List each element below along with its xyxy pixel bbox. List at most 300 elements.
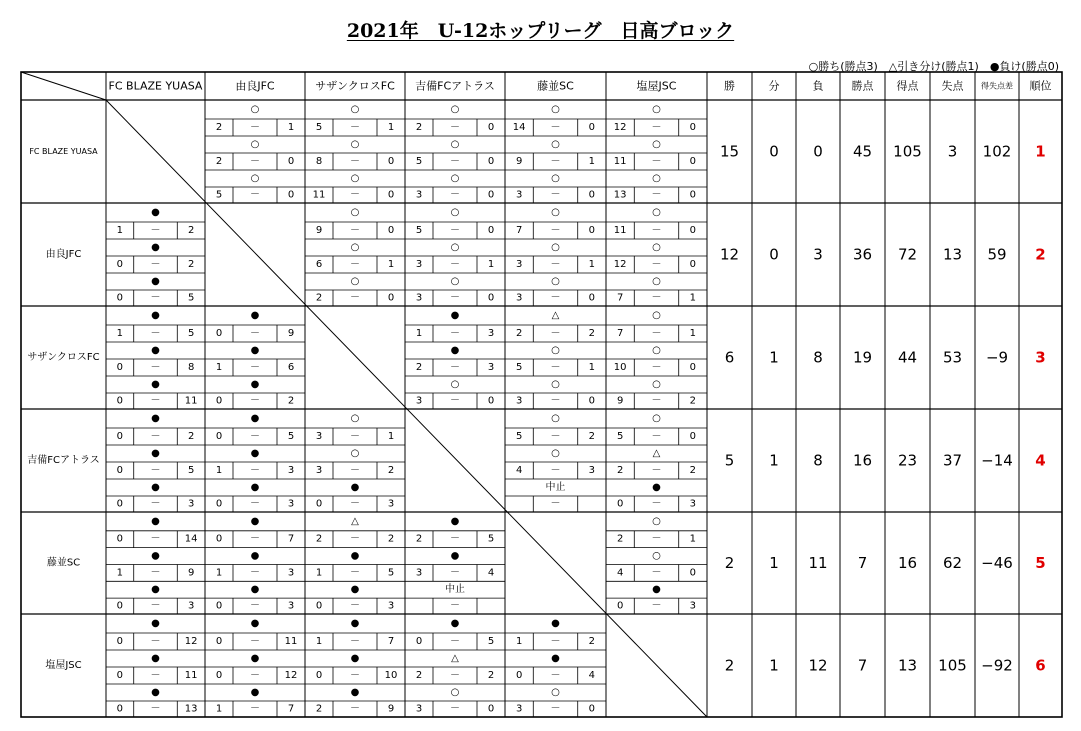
win-mark: ○ — [551, 413, 560, 424]
rank-value: 3 — [1035, 348, 1046, 367]
score-for: 1 — [116, 225, 124, 236]
stat-value: 62 — [942, 554, 963, 572]
col-header-stat: 得点 — [896, 79, 919, 93]
score-against: 7 — [287, 703, 295, 715]
score-for: 2 — [315, 703, 323, 715]
score-against: 2 — [287, 395, 295, 407]
score-dash: － — [550, 156, 561, 167]
score-dash: － — [550, 703, 561, 715]
stat-value: 16 — [897, 554, 918, 572]
score-for: 3 — [515, 189, 523, 201]
win-mark: ○ — [551, 379, 560, 390]
loss-mark: ● — [151, 242, 160, 253]
score-against: 3 — [287, 465, 295, 476]
stat-value: −9 — [985, 348, 1009, 367]
score-dash: － — [350, 465, 360, 476]
rank-value: 2 — [1035, 245, 1046, 264]
score-for: 1 — [315, 636, 323, 647]
score-for: 7 — [515, 225, 523, 236]
score-for: 2 — [415, 122, 423, 133]
loss-mark: ● — [652, 584, 661, 596]
win-mark: ○ — [551, 139, 560, 150]
loss-mark: ● — [250, 310, 260, 321]
score-dash: － — [450, 362, 460, 373]
score-for: 3 — [415, 567, 423, 579]
win-mark: ○ — [450, 104, 460, 115]
score-for: 0 — [215, 498, 223, 510]
score-for: 0 — [116, 703, 124, 715]
score-for: 0 — [315, 670, 323, 681]
score-against: 1 — [387, 122, 395, 133]
score-for: 0 — [116, 259, 124, 270]
score-against: 7 — [287, 533, 295, 545]
score-for: 14 — [512, 122, 526, 133]
stat-value: 1 — [769, 554, 779, 572]
win-mark: ○ — [250, 173, 260, 184]
score-dash: － — [651, 465, 662, 476]
score-against: 1 — [487, 259, 495, 270]
loss-mark: ● — [350, 482, 360, 493]
win-mark: ○ — [450, 173, 460, 184]
score-against: 0 — [487, 703, 495, 715]
col-header-team: サザンクロスFC — [315, 79, 395, 93]
score-for: 11 — [613, 225, 627, 236]
score-against: 5 — [187, 465, 195, 476]
score-for: 5 — [215, 189, 223, 201]
score-against: 6 — [287, 362, 295, 373]
score-dash: － — [550, 259, 561, 270]
col-header-team: 藤並SC — [537, 79, 574, 93]
row-header-team: 吉備FCアトラス — [27, 455, 100, 466]
score-dash: － — [651, 225, 662, 236]
score-for: 1 — [215, 703, 223, 715]
score-against: 0 — [689, 189, 697, 201]
stat-value: −14 — [981, 451, 1013, 470]
loss-mark: ● — [151, 515, 160, 527]
score-dash: － — [350, 156, 360, 167]
score-against: 3 — [487, 328, 495, 339]
score-dash: － — [250, 362, 260, 373]
score-against: 2 — [487, 670, 495, 681]
score-against: 1 — [387, 431, 395, 442]
score-dash: － — [651, 259, 662, 270]
score-dash: － — [250, 703, 260, 715]
loss-mark: ● — [250, 482, 260, 493]
win-mark: ○ — [652, 345, 661, 356]
score-against: 2 — [689, 395, 697, 407]
loss-mark: ● — [151, 310, 160, 321]
stat-value: 8 — [813, 348, 823, 367]
col-header-stat: 得失点差 — [981, 81, 1013, 91]
score-dash: － — [651, 567, 662, 579]
loss-mark: ● — [151, 584, 160, 596]
score-against: 1 — [588, 259, 596, 270]
col-header-team: 吉備FCアトラス — [415, 79, 495, 93]
win-mark: ○ — [551, 242, 560, 253]
score-for: 3 — [515, 703, 523, 715]
score-for: 2 — [315, 292, 323, 304]
score-for: 12 — [613, 259, 627, 270]
score-against: 2 — [588, 636, 596, 647]
stat-value: 3 — [947, 142, 958, 161]
score-dash: － — [450, 156, 460, 167]
score-against: 0 — [387, 156, 395, 167]
score-dash: － — [350, 703, 360, 715]
row-header-team: 藤並SC — [46, 557, 81, 569]
score-dash: － — [550, 292, 561, 304]
score-for: 0 — [215, 670, 223, 681]
score-for: 2 — [415, 362, 423, 373]
row-header-team: 塩屋JSC — [45, 660, 82, 671]
score-dash: － — [651, 292, 662, 304]
loss-mark: ● — [250, 345, 260, 356]
win-mark: ○ — [450, 687, 460, 698]
loss-mark: ● — [350, 550, 360, 562]
score-for: 0 — [315, 498, 323, 510]
stat-value: 72 — [897, 245, 918, 264]
score-against: 1 — [689, 328, 697, 339]
loss-mark: ● — [250, 618, 260, 629]
score-for: 3 — [315, 431, 323, 442]
win-mark: ○ — [652, 139, 661, 150]
score-for: 0 — [616, 498, 624, 510]
score-for: 5 — [515, 362, 523, 373]
stat-value: 12 — [808, 656, 828, 675]
draw-mark: △ — [451, 653, 459, 664]
score-dash: － — [250, 156, 260, 167]
score-dash: － — [651, 431, 662, 442]
col-header-stat: 負 — [812, 79, 824, 93]
loss-mark: ● — [151, 618, 160, 629]
score-dash: － — [350, 122, 360, 133]
score-against: 14 — [184, 533, 198, 545]
win-mark: ○ — [350, 448, 360, 459]
score-against: 2 — [387, 465, 395, 476]
score-for: 0 — [415, 636, 423, 647]
score-against: 11 — [184, 670, 198, 681]
loss-mark: ● — [350, 687, 360, 698]
score-dash: － — [250, 533, 260, 545]
stat-value: 19 — [852, 348, 873, 367]
win-mark: ○ — [450, 207, 460, 218]
score-for: 12 — [613, 122, 627, 133]
win-mark: ○ — [551, 345, 560, 356]
score-against: 0 — [487, 292, 495, 304]
score-for: 3 — [515, 395, 523, 407]
score-dash: － — [550, 362, 561, 373]
stat-value: 53 — [942, 348, 963, 367]
score-for: 0 — [116, 362, 124, 373]
rank-value: 6 — [1035, 656, 1046, 675]
win-mark: ○ — [652, 413, 661, 424]
rank-value: 1 — [1035, 142, 1046, 161]
score-for: 0 — [116, 498, 124, 510]
page-title: 2021年 U-12ホップリーグ 日高ブロック — [346, 20, 735, 42]
score-against: 3 — [187, 498, 195, 510]
score-dash: － — [450, 328, 460, 339]
score-dash: － — [651, 395, 662, 407]
score-for: 0 — [215, 328, 223, 339]
cancelled-label: 中止 — [545, 482, 566, 493]
score-dash: － — [450, 225, 460, 236]
score-for: 5 — [315, 122, 323, 133]
score-dash: － — [150, 465, 161, 476]
score-against: 3 — [689, 498, 697, 510]
win-mark: ○ — [350, 242, 360, 253]
score-for: 3 — [415, 703, 423, 715]
score-against: 5 — [487, 533, 495, 545]
score-dash: － — [250, 636, 260, 647]
loss-mark: ● — [450, 515, 460, 527]
stat-value: −46 — [981, 554, 1013, 572]
win-mark: ○ — [350, 207, 360, 218]
score-against: 1 — [287, 122, 295, 133]
score-dash: － — [350, 292, 360, 304]
score-dash: － — [150, 259, 161, 270]
score-dash: － — [150, 292, 161, 304]
score-for: 3 — [415, 292, 423, 304]
score-dash: － — [651, 328, 662, 339]
score-against: 5 — [387, 567, 395, 579]
score-dash: － — [550, 122, 561, 133]
score-for: 11 — [613, 156, 627, 167]
win-mark: ○ — [551, 448, 560, 459]
score-for: 0 — [215, 395, 223, 407]
score-against: 2 — [187, 259, 195, 270]
score-dash: － — [550, 670, 561, 681]
score-dash: － — [350, 225, 360, 236]
score-dash: － — [350, 189, 360, 201]
stat-value: 0 — [769, 245, 779, 264]
score-dash: － — [250, 395, 260, 407]
score-dash: － — [450, 259, 460, 270]
win-mark: ○ — [450, 379, 460, 390]
stat-value: 1 — [769, 656, 779, 675]
stat-value: 1 — [769, 348, 779, 367]
score-dash: － — [651, 362, 662, 373]
score-against: 3 — [287, 600, 295, 612]
score-for: 0 — [116, 636, 124, 647]
col-header-stat: 勝点 — [851, 79, 874, 93]
loss-mark: ● — [551, 653, 560, 664]
score-against: 9 — [387, 703, 395, 715]
stat-value: −92 — [981, 656, 1013, 675]
score-for: 1 — [315, 567, 323, 579]
loss-mark: ● — [151, 687, 160, 698]
score-dash: － — [550, 328, 561, 339]
loss-mark: ● — [551, 618, 560, 629]
score-against: 2 — [187, 431, 195, 442]
win-mark: ○ — [652, 276, 661, 287]
score-against: 0 — [588, 395, 596, 407]
score-dash: － — [250, 465, 260, 476]
score-dash: － — [250, 431, 260, 442]
score-dash: － — [350, 670, 360, 681]
draw-mark: △ — [652, 448, 661, 459]
score-for: 1 — [116, 328, 124, 339]
col-header-team: 由良JFC — [235, 79, 275, 93]
score-against: 0 — [487, 225, 495, 236]
loss-mark: ● — [450, 618, 460, 629]
score-against: 5 — [487, 636, 495, 647]
score-against: 3 — [588, 465, 596, 476]
loss-mark: ● — [151, 653, 160, 664]
score-against: 2 — [689, 465, 697, 476]
score-against: 5 — [187, 328, 195, 339]
score-against: 11 — [184, 395, 198, 407]
score-against: 9 — [287, 328, 295, 339]
score-dash: － — [150, 636, 161, 647]
score-against: 1 — [387, 259, 395, 270]
score-for: 13 — [613, 189, 627, 201]
loss-mark: ● — [450, 550, 460, 562]
win-mark: ○ — [350, 173, 360, 184]
score-dash: － — [651, 156, 662, 167]
legend: ○勝ち(勝点3) △引き分け(勝点1) ●負け(勝点0) — [808, 60, 1059, 73]
score-for: 0 — [616, 600, 624, 612]
score-against: 8 — [187, 362, 195, 373]
score-against: 1 — [588, 362, 596, 373]
score-dash: － — [350, 567, 360, 579]
cancelled-label: 中止 — [445, 584, 465, 596]
score-for: 9 — [515, 156, 523, 167]
score-dash: － — [550, 431, 561, 442]
score-for: 2 — [415, 533, 423, 545]
score-for: 5 — [415, 225, 423, 236]
col-header-team: 塩屋JSC — [636, 79, 677, 93]
score-against: 3 — [689, 600, 697, 612]
score-for: 1 — [415, 328, 423, 339]
stat-value: 36 — [852, 245, 873, 264]
score-for: 0 — [116, 292, 124, 304]
score-for: 5 — [515, 431, 523, 442]
win-mark: ○ — [450, 276, 460, 287]
score-against: 0 — [387, 189, 395, 201]
score-dash: － — [450, 703, 460, 715]
score-for: 0 — [116, 600, 124, 612]
score-against: 0 — [588, 122, 596, 133]
score-against: 3 — [487, 362, 495, 373]
score-for: 0 — [116, 395, 124, 407]
score-against: 4 — [588, 670, 596, 681]
score-against: 3 — [287, 498, 295, 510]
loss-mark: ● — [151, 482, 160, 493]
stat-value: 15 — [719, 142, 740, 161]
score-against: 0 — [689, 259, 697, 270]
score-against: 9 — [187, 567, 195, 579]
stat-value: 8 — [813, 451, 823, 470]
score-against: 2 — [187, 225, 195, 236]
stat-value: 2 — [724, 656, 735, 675]
score-dash: － — [550, 189, 561, 201]
loss-mark: ● — [450, 345, 460, 356]
loss-mark: ● — [151, 550, 160, 562]
score-for: 0 — [116, 431, 124, 442]
score-for: 0 — [116, 465, 124, 476]
score-against: 0 — [287, 156, 295, 167]
score-dash: － — [550, 465, 561, 476]
score-dash: － — [651, 600, 662, 612]
stat-value: 59 — [987, 245, 1007, 264]
score-against: 3 — [287, 567, 295, 579]
score-dash: － — [150, 362, 161, 373]
loss-mark: ● — [250, 550, 260, 562]
stat-value: 6 — [724, 348, 735, 367]
score-for: 1 — [215, 465, 223, 476]
score-against: 0 — [689, 431, 697, 442]
score-dash: － — [450, 600, 460, 612]
loss-mark: ● — [250, 687, 260, 698]
score-dash: － — [651, 189, 662, 201]
score-dash: － — [250, 189, 260, 201]
score-for: 0 — [215, 636, 223, 647]
loss-mark: ● — [151, 413, 160, 424]
score-dash: － — [350, 533, 360, 545]
loss-mark: ● — [151, 207, 160, 218]
score-dash: － — [150, 703, 161, 715]
score-against: 0 — [487, 189, 495, 201]
col-header-stat: 分 — [768, 79, 780, 93]
score-for: 4 — [616, 567, 624, 579]
stat-value: 5 — [724, 451, 735, 470]
score-dash: － — [550, 395, 561, 407]
score-dash: － — [450, 395, 460, 407]
score-against: 10 — [384, 670, 398, 681]
score-for: 3 — [415, 259, 423, 270]
score-dash: － — [150, 395, 161, 407]
score-for: 0 — [315, 600, 323, 612]
score-for: 2 — [415, 670, 423, 681]
score-against: 2 — [387, 533, 395, 545]
score-dash: － — [651, 122, 662, 133]
score-against: 7 — [387, 636, 395, 647]
score-dash: － — [550, 498, 561, 510]
score-dash: － — [150, 431, 161, 442]
win-mark: ○ — [450, 242, 460, 253]
score-for: 1 — [515, 636, 523, 647]
win-mark: ○ — [350, 104, 360, 115]
score-dash: － — [150, 328, 161, 339]
stat-value: 7 — [857, 554, 868, 572]
score-for: 2 — [215, 122, 223, 133]
score-against: 0 — [588, 225, 596, 236]
score-against: 3 — [387, 498, 395, 510]
win-mark: ○ — [652, 310, 661, 321]
score-against: 4 — [487, 567, 495, 579]
score-dash: － — [550, 225, 561, 236]
col-header-team: FC BLAZE YUASA — [108, 79, 203, 93]
rank-value: 4 — [1035, 451, 1046, 470]
loss-mark: ● — [250, 515, 260, 527]
score-for: 7 — [616, 328, 624, 339]
loss-mark: ● — [250, 653, 260, 664]
score-dash: － — [350, 259, 360, 270]
stat-value: 105 — [893, 142, 922, 161]
score-for: 1 — [215, 362, 223, 373]
col-header-stat: 勝 — [724, 79, 735, 93]
score-against: 3 — [387, 600, 395, 612]
score-against: 5 — [187, 292, 195, 304]
score-for: 0 — [215, 533, 223, 545]
stat-value: 23 — [897, 451, 918, 470]
score-for: 3 — [515, 259, 523, 270]
score-for: 0 — [116, 670, 124, 681]
rank-value: 5 — [1035, 554, 1046, 572]
score-dash: － — [450, 189, 460, 201]
score-dash: － — [350, 431, 360, 442]
score-dash: － — [250, 670, 260, 681]
stat-value: 44 — [897, 348, 918, 367]
